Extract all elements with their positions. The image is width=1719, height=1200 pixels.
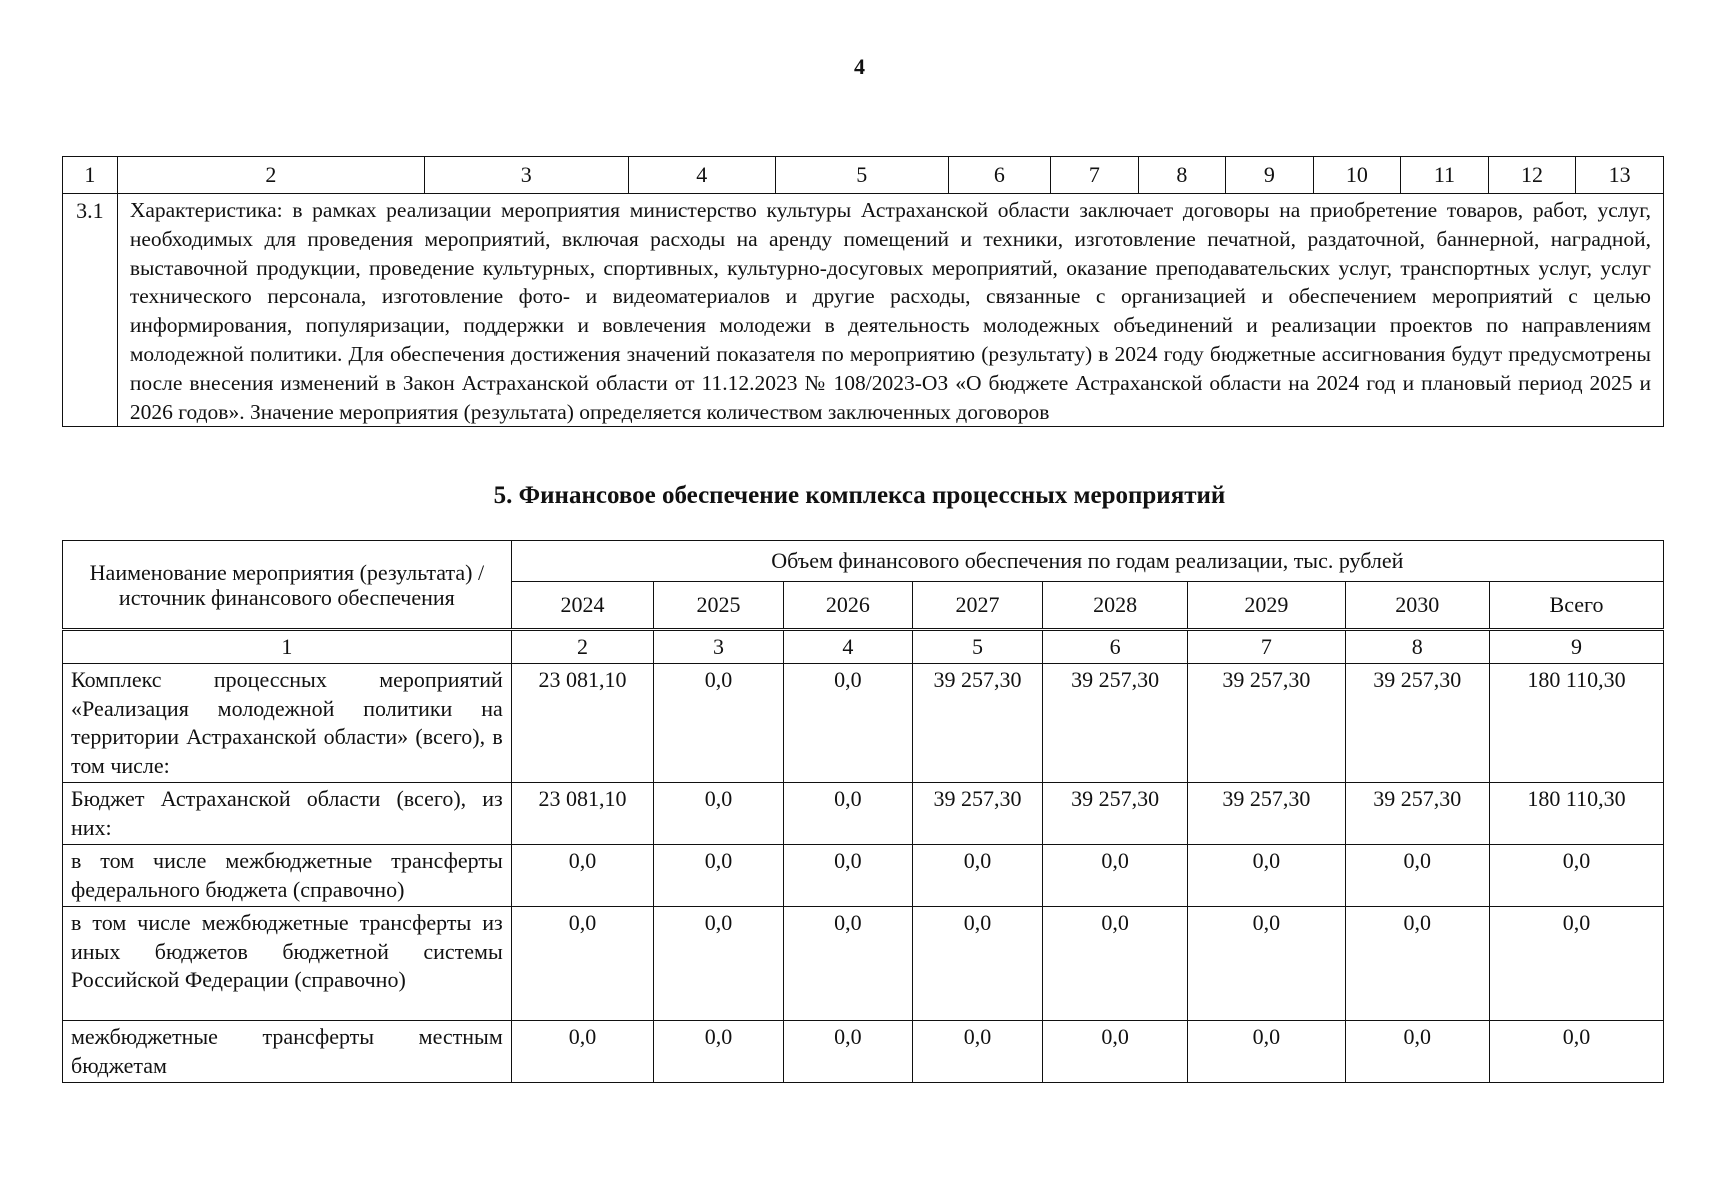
column-number-cell: 3 bbox=[654, 630, 783, 664]
column-number-cell: 3 bbox=[424, 157, 628, 194]
value-cell: 0,0 bbox=[783, 1021, 912, 1083]
year-header: 2026 bbox=[783, 582, 912, 630]
value-cell: 0,0 bbox=[654, 783, 783, 845]
value-cell: 39 257,30 bbox=[913, 664, 1043, 783]
row-name: в том числе межбюджетные трансферты федерального бюджета (справочно) bbox=[63, 845, 512, 907]
value-cell: 23 081,10 bbox=[511, 664, 654, 783]
page-number: 4 bbox=[854, 54, 865, 79]
column-number-row bbox=[63, 630, 1664, 664]
value-cell: 0,0 bbox=[913, 1021, 1043, 1083]
column-number-cell: 1 bbox=[63, 630, 512, 664]
year-header: 2024 bbox=[511, 582, 654, 630]
value-cell: 39 257,30 bbox=[1042, 783, 1187, 845]
column-number-cell: 8 bbox=[1345, 630, 1489, 664]
column-number-cell: 13 bbox=[1576, 157, 1664, 194]
row-name: межбюджетные трансферты местным бюджетам bbox=[63, 1021, 512, 1083]
value-cell: 23 081,10 bbox=[511, 783, 654, 845]
value-cell: 39 257,30 bbox=[913, 783, 1043, 845]
column-number-cell: 6 bbox=[948, 157, 1050, 194]
table-row bbox=[63, 907, 1664, 1021]
column-number-cell: 1 bbox=[63, 157, 118, 194]
characteristic-text: Характеристика: в рамках реализации мероприятия министерство культуры Астраханской области заключает договоры на приобретение товаров, работ, услуг, необходимых для проведения мероприятий, включая расходы на аренду помещений и техники, изготовление печатной, раздаточной, баннерной, наградной, выставочной продукции, проведение культурных, спортивных, культурно-досуговых мероприятий, оказание преподавательских услуг, транспортных услуг, услуг технического персонала, изготовление фото- и видеоматериалов и другие расходы, связанные с организацией и обеспечением мероприятий с целью информирования, популяризации, поддержки и вовлечения молодежи в деятельность молодежных объединений и реализации проектов по направлениям молодежной политики. Для обеспечения достижения значений показателя по мероприятию (результату) в 2024 году бюджетные ассигнования будут предусмотрены после внесения изменений в Закон Астраханской области от 11.12.2023 № 108/2023-ОЗ «О бюджете Астраханской области на 2024 год и плановый период 2025 и 2026 годов». Значение мероприятия (результата) определяется количеством заключенных договоров bbox=[117, 194, 1663, 427]
value-cell: 180 110,30 bbox=[1490, 664, 1664, 783]
column-number-cell: 11 bbox=[1401, 157, 1489, 194]
value-cell: 0,0 bbox=[783, 845, 912, 907]
column-number-cell: 9 bbox=[1490, 630, 1664, 664]
volume-group-header: Объем финансового обеспечения по годам реализации, тыс. рублей bbox=[511, 541, 1663, 582]
column-number-cell: 7 bbox=[1051, 157, 1139, 194]
value-cell: 39 257,30 bbox=[1188, 783, 1345, 845]
row-name: Бюджет Астраханской области (всего), из них: bbox=[63, 783, 512, 845]
value-cell: 0,0 bbox=[1188, 907, 1345, 1021]
value-cell: 0,0 bbox=[1345, 1021, 1489, 1083]
column-number-row bbox=[63, 157, 1664, 194]
row-number: 3.1 bbox=[63, 194, 118, 427]
column-number-cell: 5 bbox=[913, 630, 1043, 664]
column-number-cell: 12 bbox=[1488, 157, 1576, 194]
value-cell: 0,0 bbox=[654, 907, 783, 1021]
value-cell: 0,0 bbox=[1490, 1021, 1664, 1083]
row-name: Комплекс процессных мероприятий «Реализация молодежной политики на территории Астраханской области» (всего), в том числе: bbox=[63, 664, 512, 783]
column-number-cell: 2 bbox=[117, 157, 424, 194]
value-cell: 0,0 bbox=[1345, 845, 1489, 907]
year-header: 2025 bbox=[654, 582, 783, 630]
value-cell: 0,0 bbox=[1042, 907, 1187, 1021]
value-cell: 39 257,30 bbox=[1345, 783, 1489, 845]
value-cell: 0,0 bbox=[913, 845, 1043, 907]
column-number-cell: 2 bbox=[511, 630, 654, 664]
characteristics-table bbox=[62, 156, 1664, 427]
table-row bbox=[63, 664, 1664, 783]
name-column-header: Наименование мероприятия (результата) / источник финансового обеспечения bbox=[63, 541, 512, 630]
column-number-cell: 10 bbox=[1313, 157, 1401, 194]
value-cell: 0,0 bbox=[511, 845, 654, 907]
section-title: 5. Финансовое обеспечение комплекса процессных мероприятий bbox=[493, 482, 1226, 509]
column-number-cell: 4 bbox=[783, 630, 912, 664]
year-header: 2027 bbox=[913, 582, 1043, 630]
header-row bbox=[63, 541, 1664, 582]
value-cell: 180 110,30 bbox=[1490, 783, 1664, 845]
value-cell: 0,0 bbox=[511, 1021, 654, 1083]
value-cell: 0,0 bbox=[1042, 1021, 1187, 1083]
table-row bbox=[63, 1021, 1664, 1083]
year-header: 2029 bbox=[1188, 582, 1345, 630]
value-cell: 0,0 bbox=[654, 1021, 783, 1083]
table-row bbox=[63, 783, 1664, 845]
value-cell: 0,0 bbox=[511, 907, 654, 1021]
value-cell: 0,0 bbox=[1042, 845, 1187, 907]
column-number-cell: 5 bbox=[775, 157, 948, 194]
year-header: 2028 bbox=[1042, 582, 1187, 630]
value-cell: 0,0 bbox=[654, 845, 783, 907]
value-cell: 0,0 bbox=[1345, 907, 1489, 1021]
table-row bbox=[63, 845, 1664, 907]
value-cell: 39 257,30 bbox=[1345, 664, 1489, 783]
value-cell: 0,0 bbox=[1490, 907, 1664, 1021]
value-cell: 0,0 bbox=[1188, 845, 1345, 907]
value-cell: 0,0 bbox=[1188, 1021, 1345, 1083]
column-number-cell: 8 bbox=[1138, 157, 1226, 194]
value-cell: 0,0 bbox=[654, 664, 783, 783]
financing-table bbox=[62, 540, 1664, 1083]
value-cell: 0,0 bbox=[1490, 845, 1664, 907]
column-number-cell: 4 bbox=[628, 157, 775, 194]
column-number-cell: 7 bbox=[1188, 630, 1345, 664]
value-cell: 0,0 bbox=[783, 783, 912, 845]
column-number-cell: 6 bbox=[1042, 630, 1187, 664]
value-cell: 0,0 bbox=[913, 907, 1043, 1021]
total-header: Всего bbox=[1490, 582, 1664, 630]
row-name: в том числе межбюджетные трансферты из иных бюджетов бюджетной системы Российской Федерации (справочно) bbox=[63, 907, 512, 1021]
year-header: 2030 bbox=[1345, 582, 1489, 630]
value-cell: 39 257,30 bbox=[1188, 664, 1345, 783]
value-cell: 0,0 bbox=[783, 664, 912, 783]
value-cell: 0,0 bbox=[783, 907, 912, 1021]
column-number-cell: 9 bbox=[1226, 157, 1314, 194]
value-cell: 39 257,30 bbox=[1042, 664, 1187, 783]
characteristic-row bbox=[63, 194, 1664, 427]
